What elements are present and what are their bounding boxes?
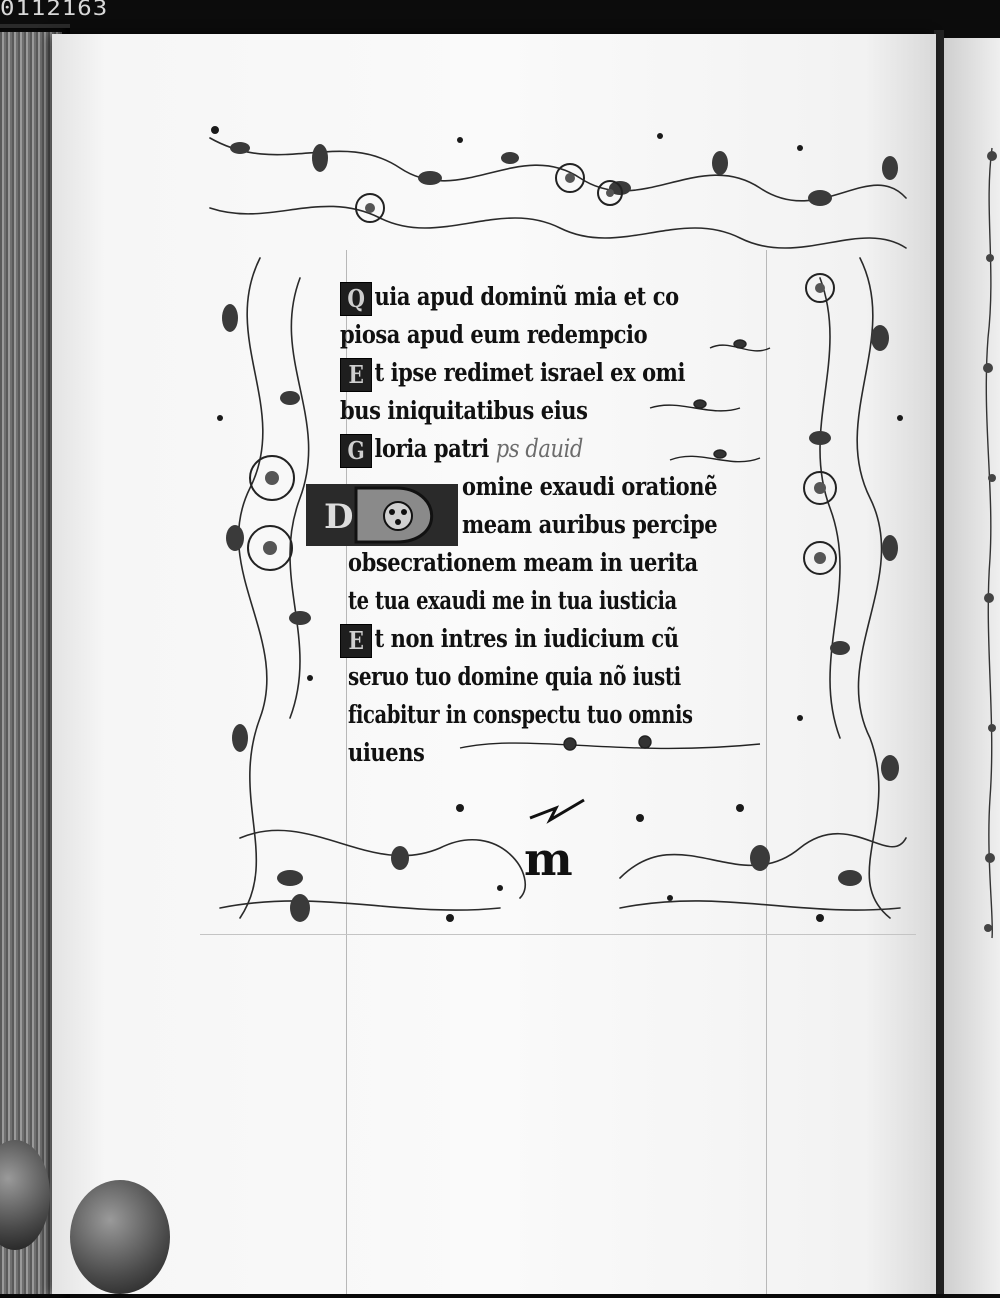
- facing-page-border: [944, 38, 1000, 1294]
- line-text: loria patri: [374, 434, 489, 463]
- text-line: [340, 320, 647, 354]
- line-text: obsecrationem meam in ueritа: [348, 548, 698, 577]
- text-line: [462, 510, 717, 544]
- line-text: bus iniquitatibus eius: [340, 396, 588, 425]
- rubric-text: ps dauid: [495, 434, 583, 463]
- manuscript-text: [340, 282, 780, 772]
- line-text: te tua exaudi me in tua iusticia: [348, 586, 677, 615]
- text-line: [340, 282, 679, 316]
- text-line: [348, 586, 677, 620]
- text-line: [340, 624, 679, 658]
- line-text: t non intres in iudicium cũ: [374, 624, 679, 653]
- decorated-initial: E: [340, 624, 372, 658]
- line-text: t ipse redimet israel ex omi: [374, 358, 686, 387]
- text-line: [348, 662, 681, 696]
- line-text: piosa apud eum redempcio: [340, 320, 648, 349]
- text-line: [462, 472, 717, 506]
- text-line: [340, 434, 583, 468]
- facing-page: [944, 38, 1000, 1294]
- ruling-line-bottom: [200, 934, 916, 935]
- line-text: meam auribus percipe: [462, 510, 718, 539]
- line-text: omine exaudi orationẽ: [462, 472, 718, 501]
- initial-d-letter: D: [324, 497, 354, 537]
- line-text: uiuens: [348, 738, 425, 767]
- frame-number-label: 0112163: [0, 0, 109, 21]
- thumb: [70, 1180, 170, 1294]
- decorated-initial: G: [340, 434, 372, 468]
- decorated-initial: E: [340, 358, 372, 392]
- signature-mark: m: [524, 832, 573, 886]
- line-text: uia apud dominũ mia et co: [374, 282, 679, 311]
- text-line: [340, 358, 685, 392]
- text-line: [348, 700, 693, 734]
- text-line: [348, 548, 698, 582]
- text-line: [348, 738, 424, 772]
- line-text: seruo tuo domine quia nõ iusti: [348, 662, 681, 691]
- text-line: [340, 396, 587, 430]
- line-text: ficabitur in conspectu tuo omnis: [348, 700, 693, 729]
- decorated-initial: Q: [340, 282, 372, 316]
